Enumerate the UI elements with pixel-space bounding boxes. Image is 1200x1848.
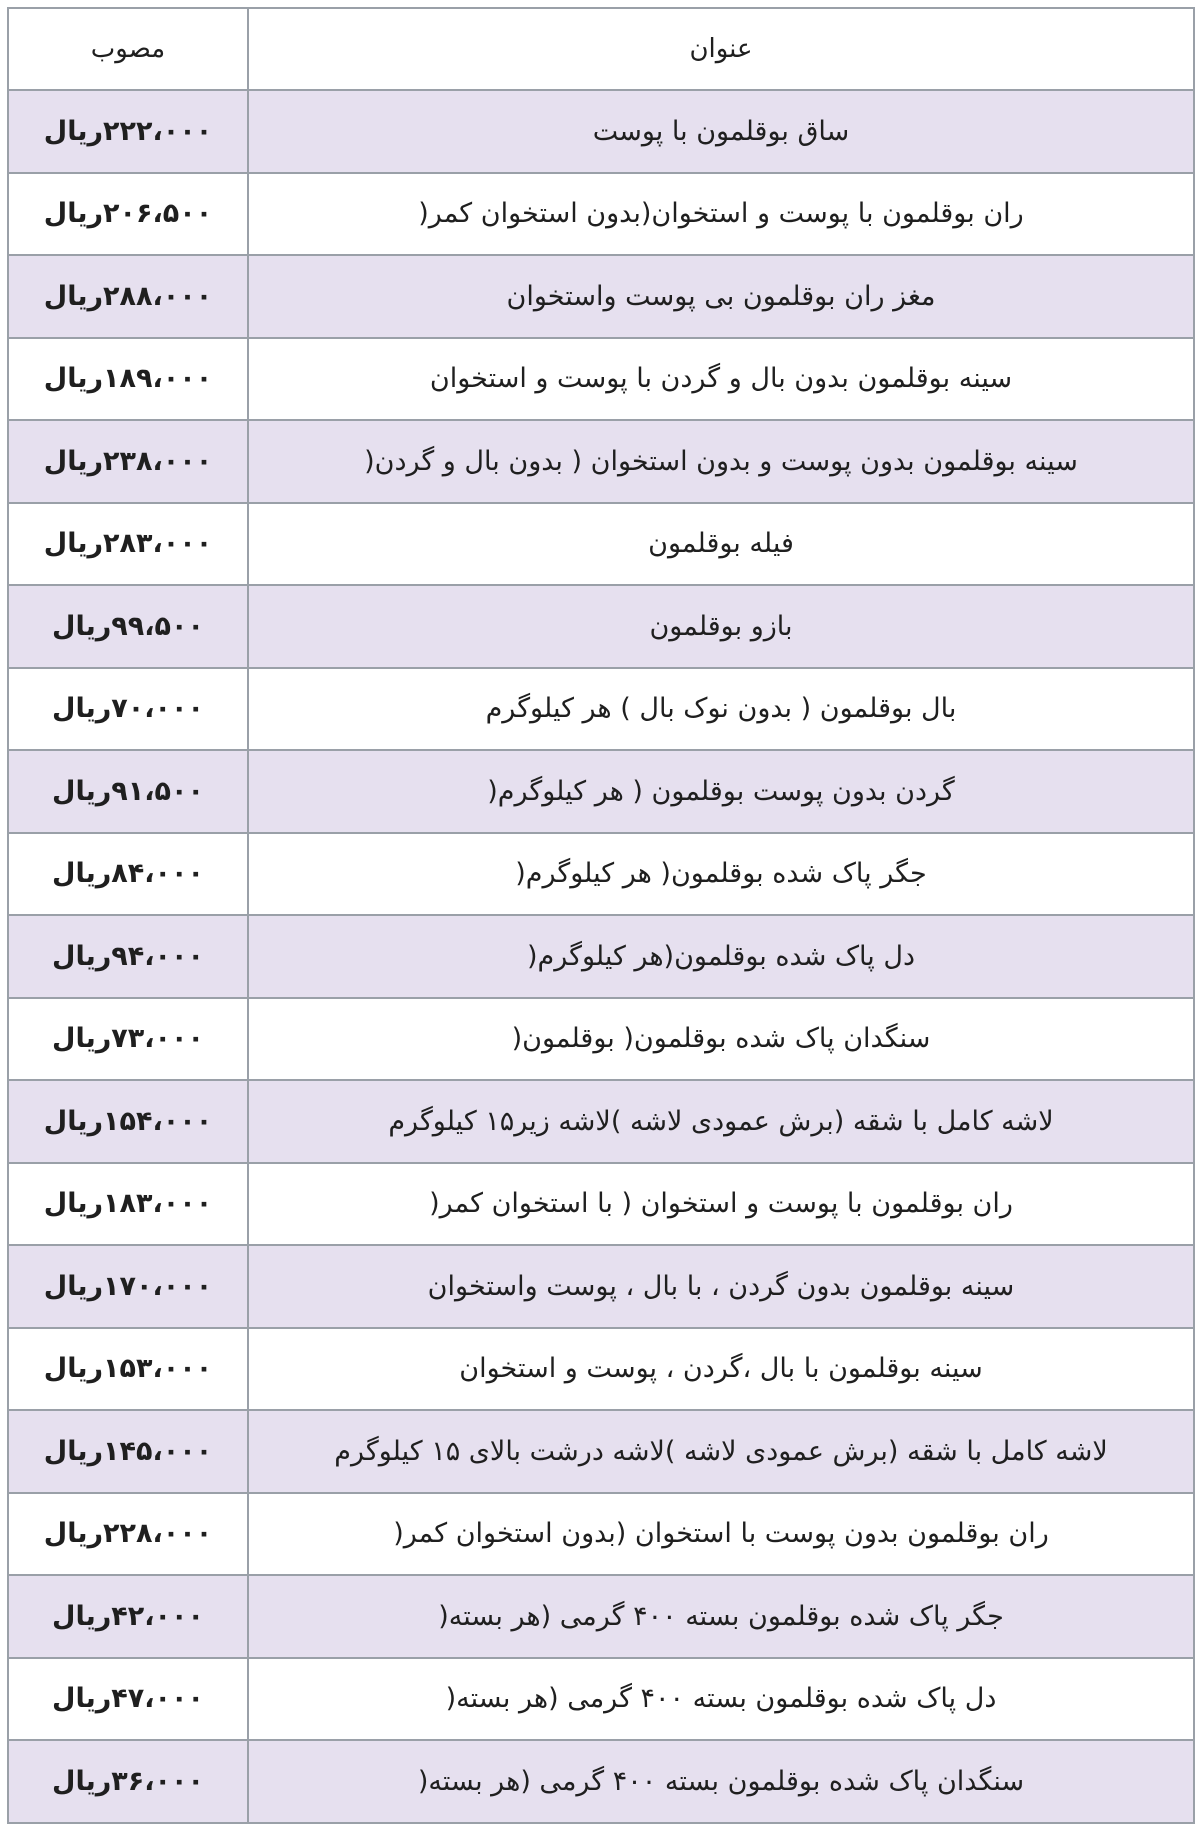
title-cell: دل پاک شده بوقلمون(هر کیلوگرم( [248, 915, 1194, 998]
table-row [8, 255, 1194, 338]
table-row [8, 1245, 1194, 1328]
title-cell: جگر پاک شده بوقلمون( هر کیلوگرم( [248, 833, 1194, 916]
table-row [8, 1658, 1194, 1741]
title-cell: ران بوقلمون با پوست و استخوان ( با استخوان کمر( [248, 1163, 1194, 1246]
title-cell: لاشه کامل با شقه (برش عمودی لاشه )لاشه درشت بالای ۱۵ کیلوگرم [248, 1410, 1194, 1493]
table-header-row [8, 8, 1194, 90]
table-row [8, 173, 1194, 256]
price-cell: ۲۲۲،۰۰۰ریال [8, 90, 248, 173]
table-row [8, 1163, 1194, 1246]
price-cell: ۱۴۵،۰۰۰ریال [8, 1410, 248, 1493]
title-cell: سنگدان پاک شده بوقلمون بسته ۴۰۰ گرمی (هر بسته( [248, 1740, 1194, 1823]
price-cell: ۹۹،۵۰۰ریال [8, 585, 248, 668]
title-cell: ساق بوقلمون با پوست [248, 90, 1194, 173]
table-row [8, 1080, 1194, 1163]
price-cell: ۷۳،۰۰۰ریال [8, 998, 248, 1081]
price-cell: ۲۲۸،۰۰۰ریال [8, 1493, 248, 1576]
table-row [8, 1410, 1194, 1493]
table-row [8, 420, 1194, 503]
price-cell: ۳۶،۰۰۰ریال [8, 1740, 248, 1823]
column-header-title: عنوان [248, 8, 1194, 90]
price-cell: ۱۵۳،۰۰۰ریال [8, 1328, 248, 1411]
table-row [8, 833, 1194, 916]
title-cell: سینه بوقلمون با بال ،گردن ، پوست و استخوان [248, 1328, 1194, 1411]
table-row [8, 1575, 1194, 1658]
table-row [8, 1328, 1194, 1411]
title-cell: بال بوقلمون ( بدون نوک بال ) هر کیلوگرم [248, 668, 1194, 751]
table-row [8, 998, 1194, 1081]
price-table [7, 7, 1195, 1824]
table-row [8, 338, 1194, 421]
title-cell: ران بوقلمون با پوست و استخوان(بدون استخوان کمر( [248, 173, 1194, 256]
table-row [8, 585, 1194, 668]
title-cell: فیله بوقلمون [248, 503, 1194, 586]
title-cell: گردن بدون پوست بوقلمون ( هر کیلوگرم( [248, 750, 1194, 833]
title-cell: بازو بوقلمون [248, 585, 1194, 668]
price-cell: ۱۸۹،۰۰۰ریال [8, 338, 248, 421]
column-header-price: مصوب [8, 8, 248, 90]
title-cell: ران بوقلمون بدون پوست با استخوان (بدون استخوان کمر( [248, 1493, 1194, 1576]
price-cell: ۴۲،۰۰۰ریال [8, 1575, 248, 1658]
table-row [8, 915, 1194, 998]
title-cell: مغز ران بوقلمون بی پوست واستخوان [248, 255, 1194, 338]
table-row [8, 750, 1194, 833]
table-row [8, 503, 1194, 586]
title-cell: سینه بوقلمون بدون بال و گردن با پوست و استخوان [248, 338, 1194, 421]
price-cell: ۲۸۸،۰۰۰ریال [8, 255, 248, 338]
price-cell: ۲۳۸،۰۰۰ریال [8, 420, 248, 503]
table-row [8, 1493, 1194, 1576]
price-cell: ۲۰۶،۵۰۰ریال [8, 173, 248, 256]
price-cell: ۲۸۳،۰۰۰ریال [8, 503, 248, 586]
price-table-container [7, 7, 1193, 1841]
price-cell: ۸۴،۰۰۰ریال [8, 833, 248, 916]
title-cell: دل پاک شده بوقلمون بسته ۴۰۰ گرمی (هر بسته( [248, 1658, 1194, 1741]
title-cell: جگر پاک شده بوقلمون بسته ۴۰۰ گرمی (هر بسته( [248, 1575, 1194, 1658]
price-cell: ۷۰،۰۰۰ریال [8, 668, 248, 751]
price-cell: ۹۱،۵۰۰ریال [8, 750, 248, 833]
price-cell: ۴۷،۰۰۰ریال [8, 1658, 248, 1741]
title-cell: سینه بوقلمون بدون پوست و بدون استخوان ( بدون بال و گردن( [248, 420, 1194, 503]
table-row [8, 1740, 1194, 1823]
price-cell: ۱۸۳،۰۰۰ریال [8, 1163, 248, 1246]
table-row [8, 668, 1194, 751]
table-row [8, 90, 1194, 173]
price-cell: ۱۷۰،۰۰۰ریال [8, 1245, 248, 1328]
title-cell: سینه بوقلمون بدون گردن ، با بال ، پوست واستخوان [248, 1245, 1194, 1328]
price-cell: ۱۵۴،۰۰۰ریال [8, 1080, 248, 1163]
title-cell: سنگدان پاک شده بوقلمون( بوقلمون( [248, 998, 1194, 1081]
price-cell: ۹۴،۰۰۰ریال [8, 915, 248, 998]
title-cell: لاشه کامل با شقه (برش عمودی لاشه )لاشه زیر۱۵ کیلوگرم [248, 1080, 1194, 1163]
